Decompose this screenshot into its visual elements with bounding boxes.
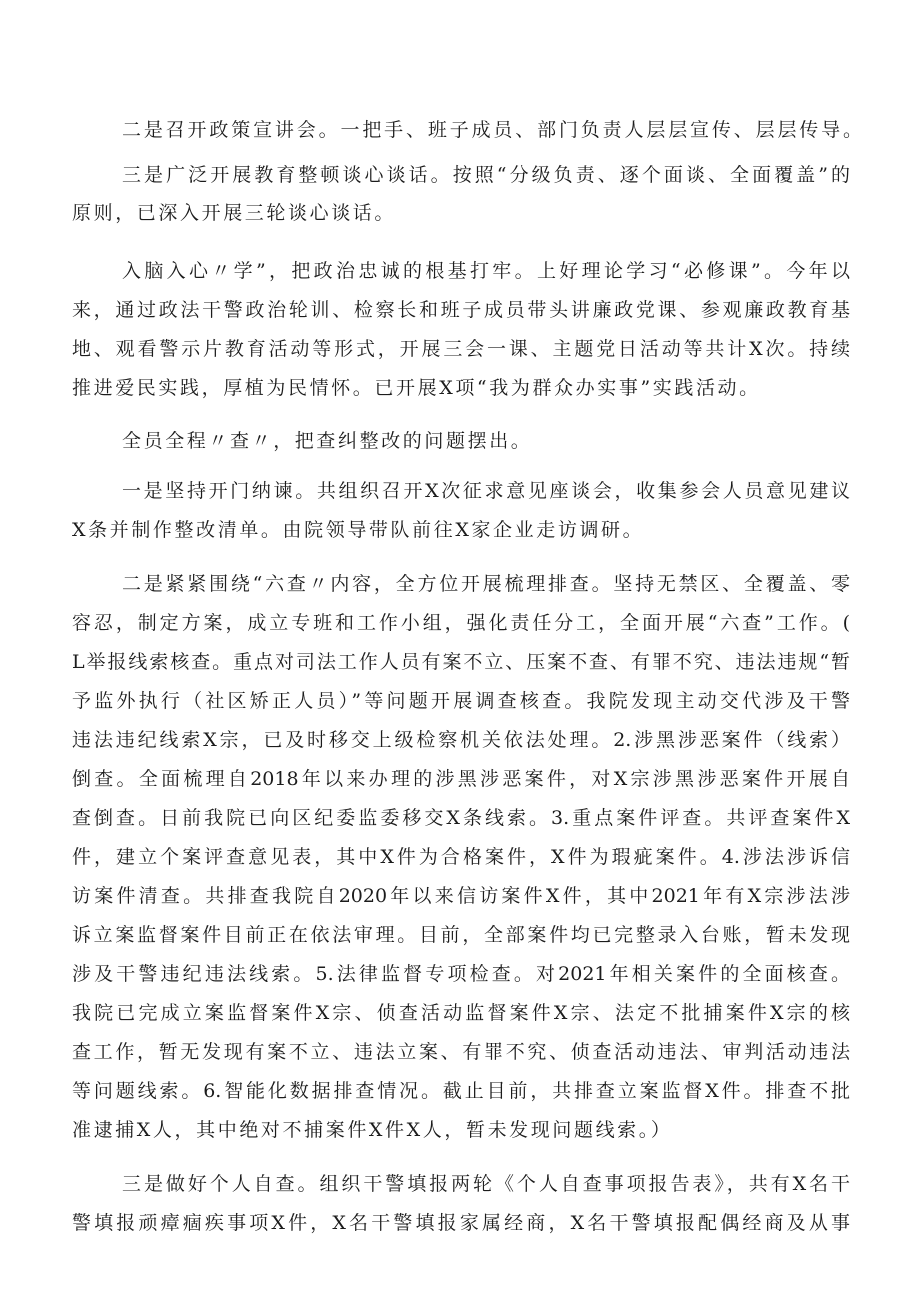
paragraph-line: 原则，已深入开展三轮谈心谈话。 [72, 202, 397, 224]
paragraph-line: 一是坚持开门纳谏。共组织召开X次征求意见座谈会，收集参会人员意见建议 [122, 480, 850, 502]
paragraph-line: 查工作，暂无发现有案不立、违法立案、有罪不究、侦查活动违法、审判活动违法 [72, 1041, 850, 1063]
paragraph-line: 警填报顽瘴痼疾事项X件，X名干警填报家属经商，X名干警填报配偶经商及从事 [72, 1212, 850, 1234]
paragraph-line: 查倒查。日前我院已向区纪委监委移交X条线索。3.重点案件评查。共评查案件X [72, 807, 850, 829]
paragraph-line: 予监外执行（社区矫正人员）”等问题开展调查核查。我院发现主动交代涉及干警 [72, 690, 850, 712]
paragraph-line: 等问题线索。6.智能化数据排查情况。截止目前，共排查立案监督X件。排查不批 [72, 1080, 850, 1102]
paragraph-line: 诉立案监督案件目前正在依法审理。目前，全部案件均已完整录入台账，暂未发现 [72, 924, 850, 946]
paragraph-line: 倒查。全面梳理自2018年以来办理的涉黑涉恶案件，对X宗涉黑涉恶案件开展自 [72, 768, 850, 790]
paragraph-line: 容忍，制定方案，成立专班和工作小组，强化责任分工，全面开展“六查”工作。( [72, 612, 850, 634]
paragraph-line: 涉及干警违纪违法线索。5.法律监督专项检查。对2021年相关案件的全面核查。 [72, 963, 850, 985]
paragraph-line: 三是广泛开展教育整顿谈心谈话。按照“分级负责、逐个面谈、全面覆盖”的 [122, 164, 850, 186]
paragraph-line: 我院已完成立案监督案件X宗、侦查活动监督案件X宗、法定不批捕案件X宗的核 [72, 1002, 850, 1024]
paragraph-line: 全员全程〃查〃，把查纠整改的问题摆出。 [122, 430, 533, 452]
paragraph-line: 准逮捕X人，其中绝对不捕案件X件X人，暂未发现问题线索。） [72, 1119, 673, 1141]
paragraph-line: X条并制作整改清单。由院领导带队前往X家企业走访调研。 [72, 519, 645, 541]
paragraph-line: 来，通过政法干警政治轮训、检察长和班子成员带头讲廉政党课、参观廉政教育基 [72, 299, 850, 321]
paragraph-line: 三是做好个人自查。组织干警填报两轮《个人自查事项报告表》，共有X名干 [122, 1173, 850, 1195]
paragraph-line: 访案件清查。共排查我院自2020年以来信访案件X件，其中2021年有X宗涉法涉 [72, 885, 850, 907]
paragraph-line: 地、观看警示片教育活动等形式，开展三会一课、主题党日活动等共计X次。持续 [72, 338, 850, 360]
paragraph-line: 入脑入心〃学”，把政治忠诚的根基打牢。上好理论学习“必修课”。今年以 [122, 260, 850, 282]
paragraph-line: 推进爱民实践，厚植为民情怀。已开展X项“我为群众办实事”实践活动。 [72, 377, 761, 399]
paragraph-line: 违法违纪线索X宗，已及时移交上级检察机关依法处理。2.涉黑涉恶案件（线索） [72, 729, 850, 751]
paragraph-line: 二是召开政策宣讲会。一把手、班子成员、部门负责人层层宣传、层层传导。 [122, 119, 862, 141]
paragraph-line: 二是紧紧围绕“六查〃内容，全方位开展梳理排查。坚持无禁区、全覆盖、零 [122, 573, 850, 595]
paragraph-line: L举报线索核查。重点对司法工作人员有案不立、压案不查、有罪不究、违法违规“暂 [72, 651, 850, 673]
paragraph-line: 件，建立个案评查意见表，其中X件为合格案件，X件为瑕疵案件。4.涉法涉诉信 [72, 846, 850, 868]
